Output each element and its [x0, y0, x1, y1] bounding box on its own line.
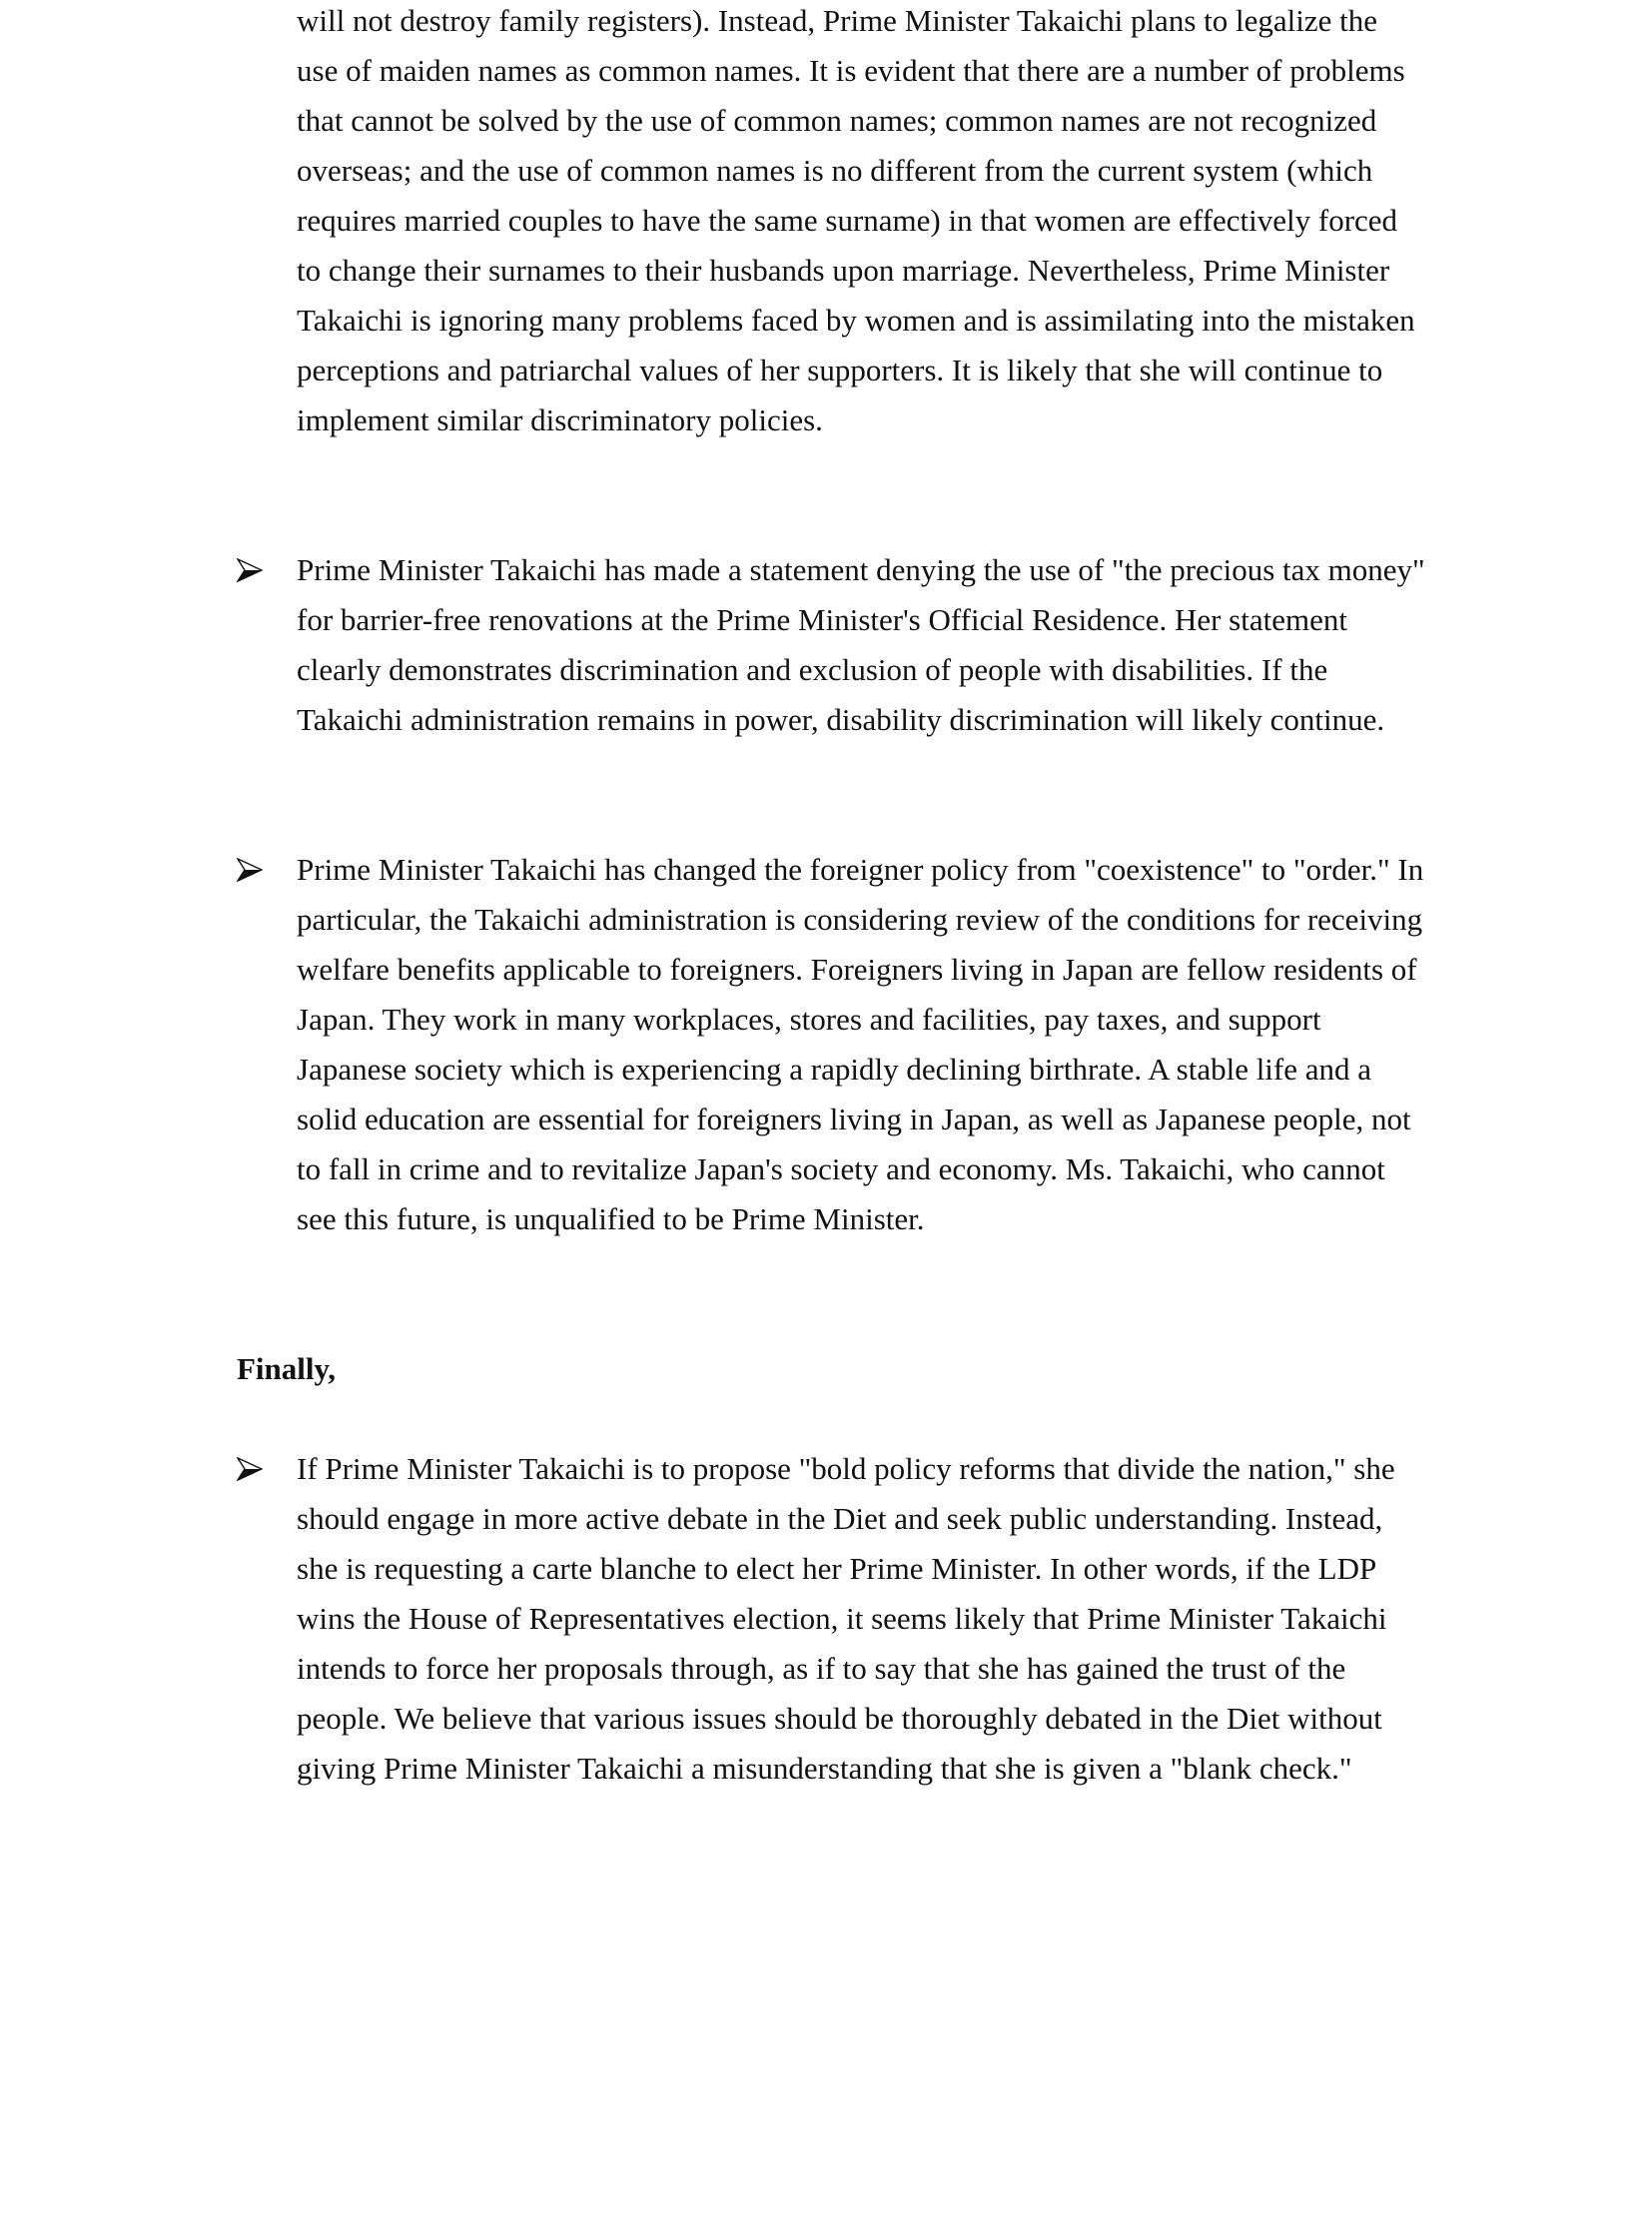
continuation-paragraph: will not destroy family registers). Instead, Prime Minister Takaichi plans to legalize the use of maiden names as common names. It is evident that there are a number of problems that cannot be solved by the use of common names; common names are not recognized overseas; and the use of common names is no different from the current system (which requires married couples to have the same surname) in that women are effectively forced to change their surnames to their husbands upon marriage. Nevertheless, Prime Minister Takaichi is ignoring many problems faced by women and is assimilating into the mistaken perceptions and patriarchal values of her supporters. It is likely that she will continue to implement similar discriminatory policies.	[297, 3, 1415, 437]
bullet-text: If Prime Minister Takaichi is to propose "bold policy reforms that divide the nation," she should engage in more active debate in the Diet and seek public understanding. Instead, she is requesting a carte blanche to elect her Prime Minister. In other words, if the LDP wins the House of Representatives election, it seems likely that Prime Minister Takaichi intends to force her proposals through, as if to say that she has gained the trust of the people. We believe that various issues should be thoroughly debated in the Diet without giving Prime Minister Takaichi a misunderstanding that she is given a "blank check."	[297, 1451, 1395, 1786]
arrowhead-bullet-icon	[237, 1457, 263, 1481]
bullet-text: Prime Minister Takaichi has changed the foreigner policy from "coexistence" to "order." In particular, the Takaichi administration is considering review of the conditions for receiving welfare benefits applicable to foreigners. Foreigners living in Japan are fellow residents of Japan. They work in many workplaces, stores and facilities, pay taxes, and support Japanese society which is experiencing a rapidly declining birthrate. A stable life and a solid education are essential for foreigners living in Japan, as well as Japanese people, not to fall in crime and to revitalize Japan's society and economy. Ms. Takaichi, who cannot see this future, is unqualified to be Prime Minister.	[297, 852, 1424, 1236]
arrowhead-bullet-icon	[237, 558, 263, 582]
bullet-text: Prime Minister Takaichi has made a statement denying the use of "the precious tax money" for barrier-free renovations at the Prime Minister's Official Residence. Her statement clearly demonstrates discrimination and exclusion of people with disabilities. If the Takaichi administration remains in power, disability discrimination will likely continue.	[297, 552, 1425, 737]
section-heading: Finally,	[237, 1351, 337, 1386]
arrowhead-bullet-icon	[237, 858, 263, 882]
